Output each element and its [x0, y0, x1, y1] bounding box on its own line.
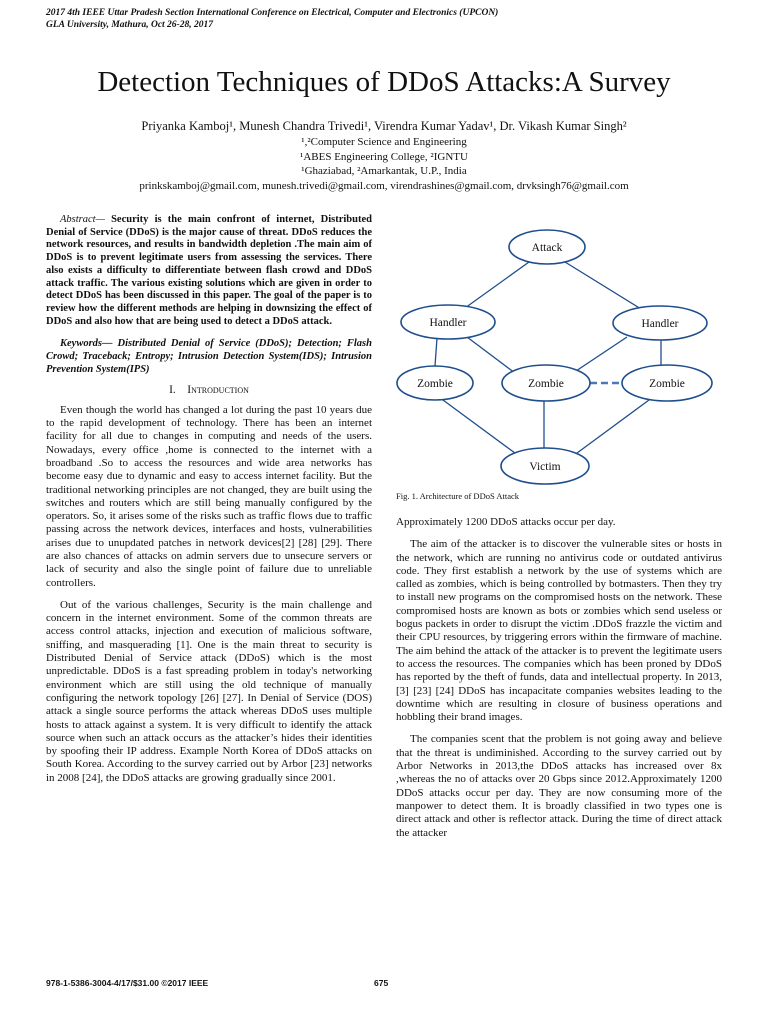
abstract: [46, 214, 372, 328]
ddos-architecture-diagram: [395, 226, 725, 486]
edge-zombie-right-victim: [573, 400, 649, 456]
page-number: 675: [374, 978, 389, 988]
label-zombie-mid: Zombie: [528, 378, 564, 390]
left-column: [46, 214, 372, 794]
footer-isbn: 978-1-5386-3004-4/17/$31.00 ©2017 IEEE: [46, 978, 209, 988]
author-emails: prinkskamboj@gmail.com, munesh.trivedi@gmail.com, virendrashines@gmail.com, drvksingh76@gmail.com: [139, 179, 629, 192]
conference-line-1: 2017 4th IEEE Uttar Pradesh Section International Conference on Electrical, Computer and Electronics (UPCON): [46, 8, 499, 18]
edge-handler-right-zombie-mid: [573, 337, 627, 373]
conference-header: [46, 7, 498, 31]
label-handler-right: Handler: [641, 318, 679, 330]
keywords-label: Keywords—: [60, 338, 113, 350]
label-attack: Attack: [531, 242, 563, 254]
figure-caption: Fig. 1. Architecture of DDoS Attack: [396, 491, 519, 501]
edge-attack-handler-right: [565, 262, 641, 309]
label-handler-left: Handler: [429, 317, 467, 329]
label-zombie-right: Zombie: [649, 378, 685, 390]
intro-paragraph-1: Even though the world has changed a lot during the past 10 years due to the rapid development of technology. There has been an internet facility for all due to changes in computing and needs of the users. Nowadays, every office ,home is connected to the internet with a broadband .So to access the resources and wide area networks has become easy due to dynamic and easy to access internet facility. But the traditional networking principles are not changed, they are built using the switches and routers which are still being manually configured by the operators. So, it arises some of the risks such as traffic flows due to traffic passing across the network devices, interfaces and hosts, vulnerabilities arises due to unupdated patches in network devices[2] [28] [29]. There are also chances of attacks on admin servers due to unsecure servers or lack of security and also the single point of failure due to unreliable controllers.: [46, 403, 372, 589]
right-column: [396, 516, 722, 849]
edge-handler-left-zombie-left: [435, 338, 437, 366]
paper-title: Detection Techniques of DDoS Attacks:A Survey: [97, 66, 671, 98]
right-paragraph-1: Approximately 1200 DDoS attacks occur per day.: [396, 516, 616, 528]
right-paragraph-2: The aim of the attacker is to discover the vulnerable sites or hosts in the network, which are running no antivirus code or outdated antivirus code. They first establish a network by the use of systems which are called as zombies, which is being controlled by botmasters. Then they try to install new programs on the compromised hosts on the network. These compromised hosts are known as bots or zombies which send useless or bogus packets in order to disrupt the victim .DDoS frazzle the victim and their CPU resources, by triggering errors within the firmware of machine. The aim behind the attack of the attacker is to prevent the legitimate users to access the resources. The companies which has been proned by DDoS has reported by the theft of funds, data and intellectual property. In 2013, [3] [23] [24] DDoS has incapacitate companies websites leading to the downtime which are resulting in closure of business operations and hobbling their brand images.: [396, 538, 722, 724]
author-list: Priyanka Kamboj¹, Munesh Chandra Trivedi¹, Virendra Kumar Yadav¹, Dr. Vikash Kumar Singh²: [141, 119, 627, 133]
abstract-text: Security is the main confront of internet, Distributed Denial of Service (DDoS) is the major cause of threat. DDoS reduces the network resources, and results in bandwidth depletion .The main aim of DDoS is to prevent legitimate users from assessing the services. There also exists a difficulty to differentiate between flash crowd and DDoS attack traffic. The various existing solutions which are given in order to detect DDoS has been discussed in this paper. The goal of the paper is to review how the different methods are helping in downsizing the effect of DDoS and also how that are being used to detect a DDoS attack.: [46, 214, 372, 327]
affiliation-institutions: ¹ABES Engineering College, ²IGNTU: [300, 150, 468, 163]
section-heading: [46, 384, 372, 397]
keywords-text: Distributed Denial of Service (DDoS); Detection; Flash Crowd; Traceback; Entropy; Intrusion Detection System(IDS); Intrusion Prevention System(IPS): [46, 338, 372, 375]
abstract-label: Abstract—: [60, 214, 105, 225]
conference-line-2: GLA University, Mathura, Oct 26-28, 2017: [46, 20, 213, 30]
label-victim: Victim: [529, 461, 561, 473]
affiliation-location: ¹Ghaziabad, ²Amarkantak, U.P., India: [301, 165, 467, 177]
section-number: I.: [169, 384, 176, 397]
edge-zombie-left-victim: [443, 400, 519, 456]
keywords: [46, 338, 372, 376]
intro-paragraph-2: Out of the various challenges, Security is the main challenge and concern in the internet environment. Some of the common threats are access control attacks, injection and execution of malicious software, sniffing, and masquerading [1]. One is the main threat to security is Distributed Denial of Service attack (DDoS) which is the most unpredictable. DDoS is a fast spreading problem in today's networking environment which are still using the old technique of manually configuring the network topology [26] [27]. In Denial of Service (DOS) attack a single source performs the attack whereas DDoS uses multiple hosts to attack against a system. It is very difficult to identify the attack source when such an attack occurs as the attacker’s hides their identities by spoofing their IP address. Example North Korea of DDoS attacks on South Korea. According to the survey carried out by Arbor [23] networks in 2008 [24], the DDoS attacks are growing gradually since 2001.: [46, 598, 372, 784]
section-title: Introduction: [187, 384, 249, 397]
edge-attack-handler-left: [465, 262, 529, 308]
affiliation-dept: ¹,²Computer Science and Engineering: [301, 136, 467, 148]
right-paragraph-3: The companies scent that the problem is not going away and believe that the threat is undiminished. According to the survey carried out by Arbor Networks in 2013,the DDoS attacks has increased over 8x ,whereas the no of attacks over 20 Gbps since 2012.Approximately 1200 DDoS attacks occur per day. They are now consuming more of the manpower to detect them. It is broadly classified in two types one is direct attack and other is reflector attack. During the time of direct attack the attacker: [396, 733, 722, 839]
edge-handler-left-zombie-mid: [467, 337, 515, 373]
author-block: [0, 118, 768, 193]
label-zombie-left: Zombie: [417, 378, 453, 390]
